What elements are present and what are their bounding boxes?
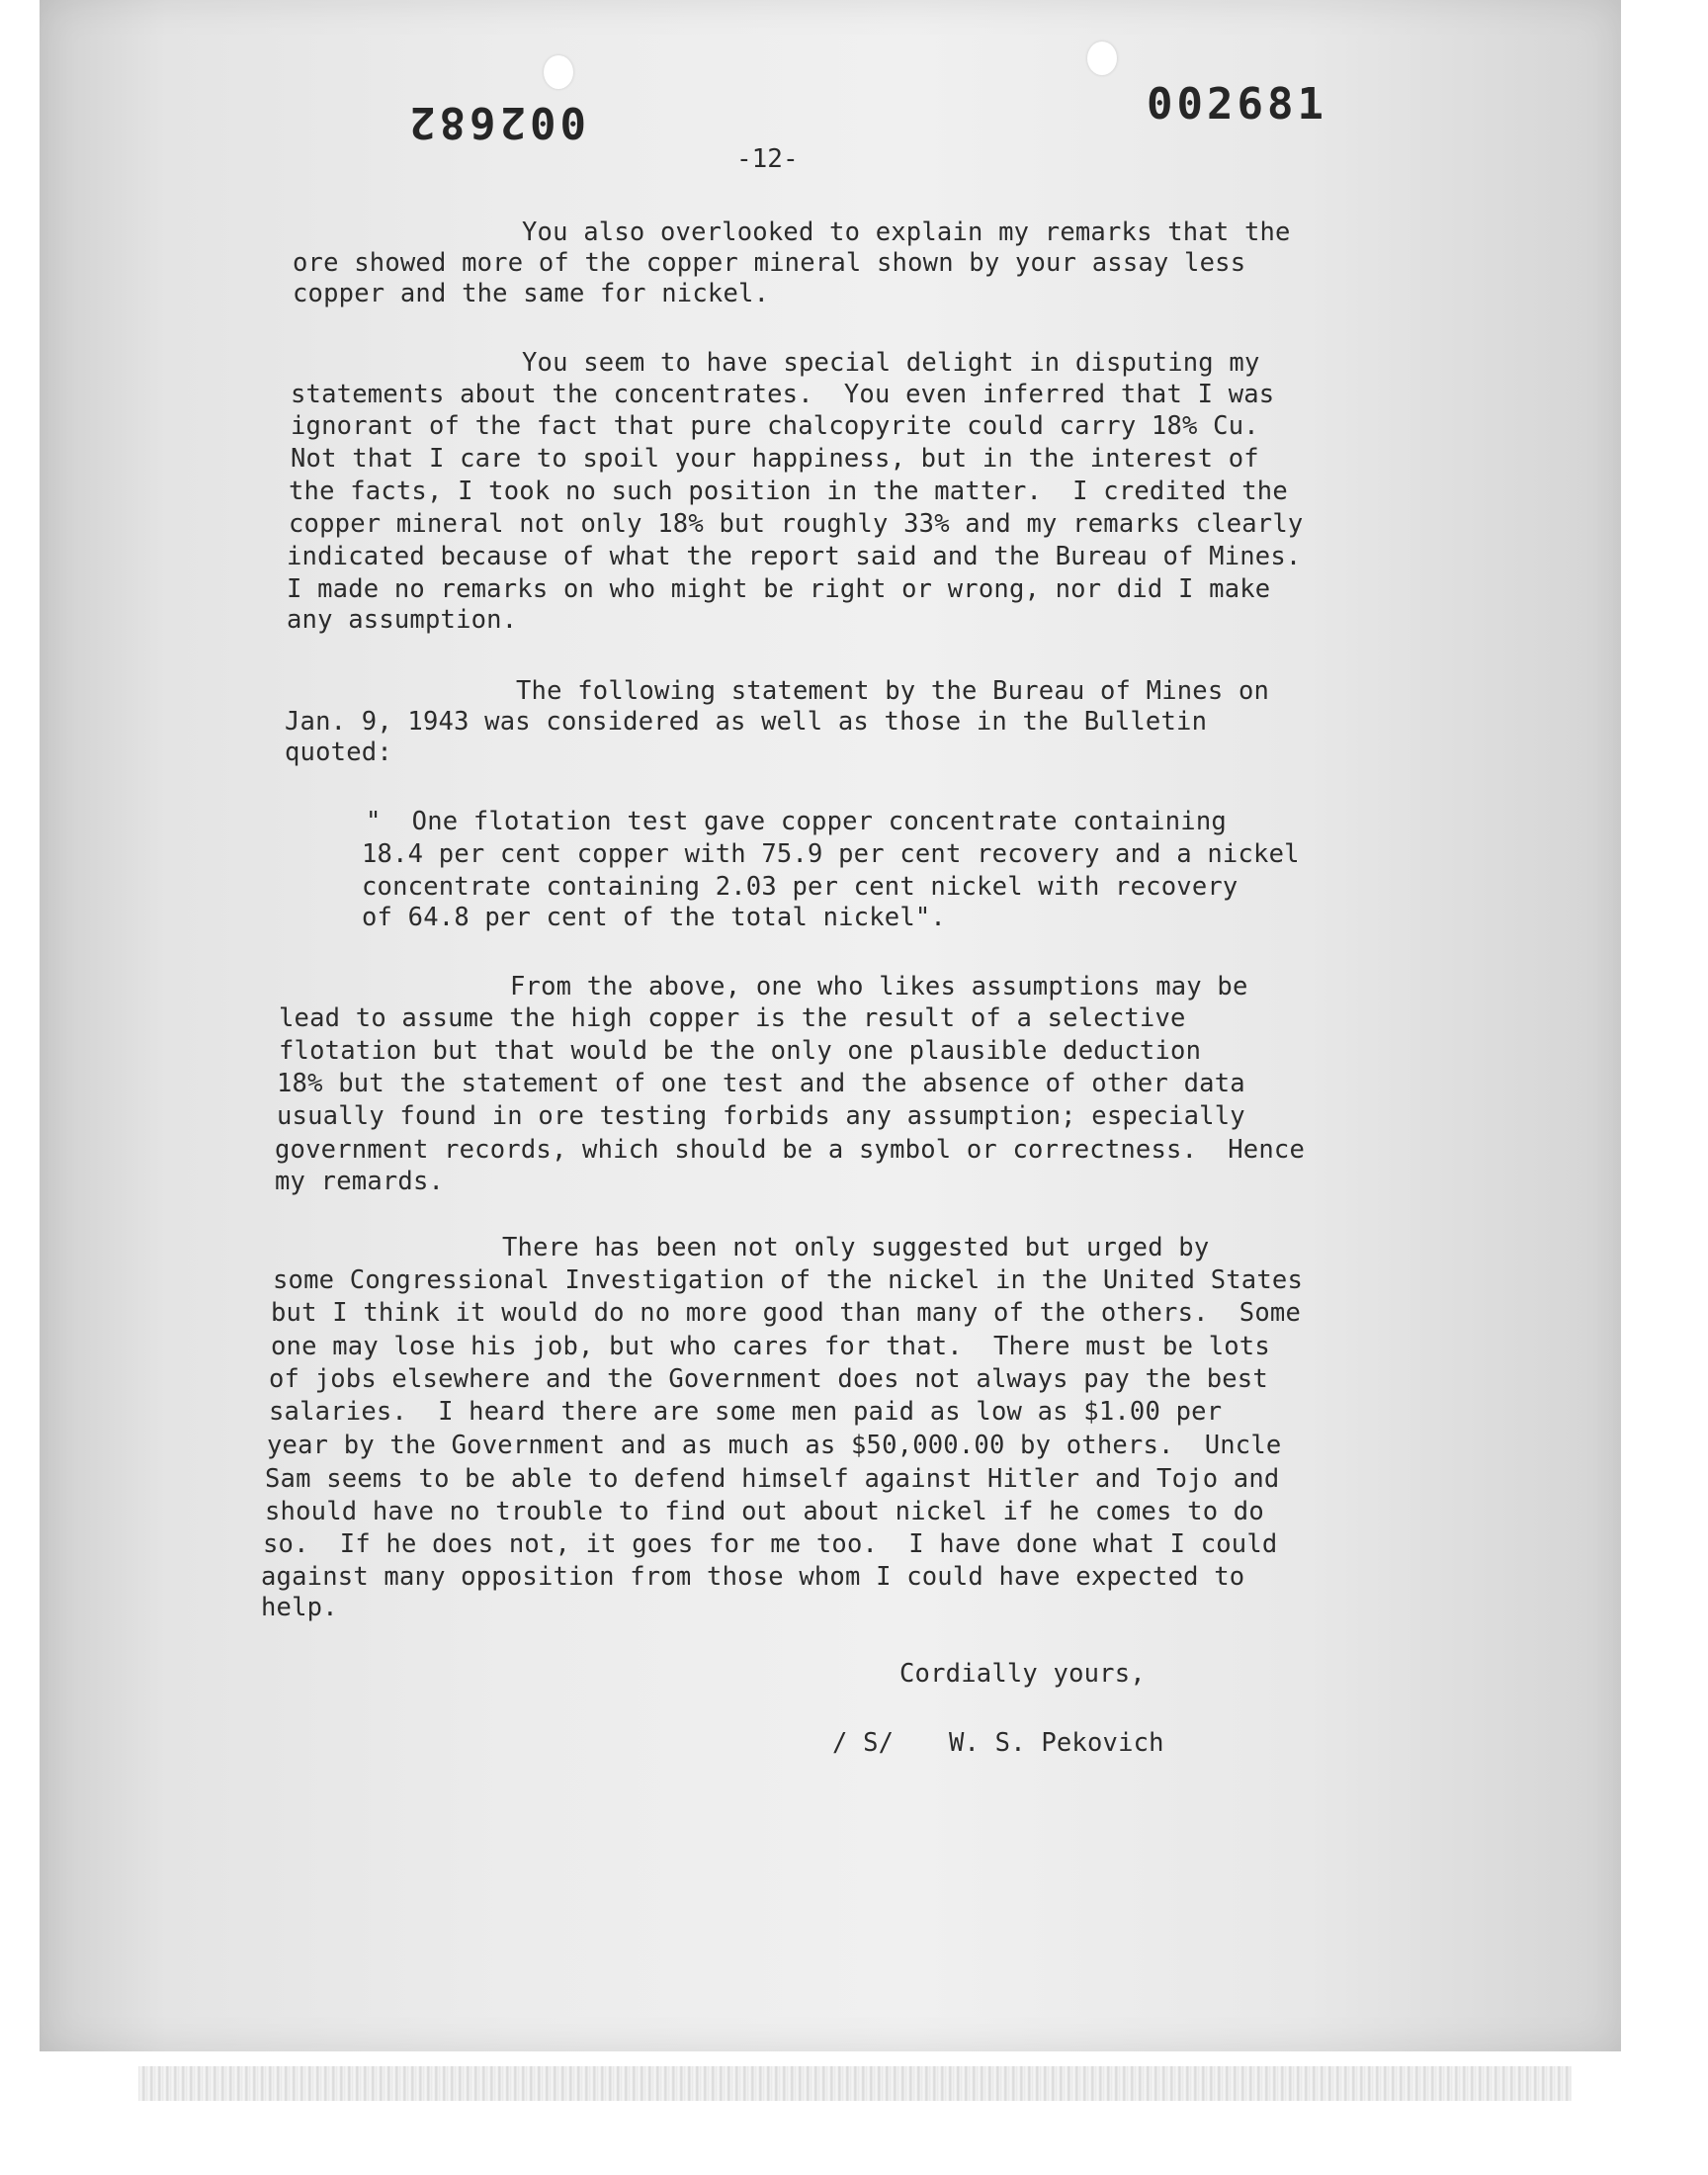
paragraph-5-line-1: From the above, one who likes assumptions may be [510, 972, 1248, 1001]
paragraph-6-line-8: Sam seems to be able to defend himself against Hitler and Tojo and [265, 1464, 1280, 1494]
signature-name: W. S. Pekovich [949, 1728, 1164, 1758]
bates-stamp-mirrored: 002682 [405, 97, 586, 147]
paragraph-2-line-7: indicated because of what the report said and the Bureau of Mines. [287, 542, 1302, 571]
paragraph-6-line-12: help. [261, 1593, 338, 1622]
paragraph-2-line-1: You seem to have special delight in disputing my [522, 348, 1260, 378]
paragraph-2-line-2: statements about the concentrates. You even inferred that I was [291, 380, 1275, 409]
paragraph-2-line-8: I made no remarks on who might be right or wrong, nor did I make [287, 574, 1271, 604]
paragraph-1-line-1: You also overlooked to explain my remarks that the [522, 218, 1291, 247]
paragraph-6-line-1: There has been not only suggested but urged by [502, 1233, 1210, 1262]
paragraph-1-line-2: ore showed more of the copper mineral shown by your assay less [293, 248, 1246, 278]
paragraph-6-line-10: so. If he does not, it goes for me too. I have done what I could [263, 1529, 1278, 1559]
paragraph-5-line-4: 18% but the statement of one test and the absence of other data [277, 1069, 1245, 1098]
paragraph-3-line-2: Jan. 9, 1943 was considered as well as those in the Bulletin [285, 707, 1208, 737]
paragraph-2-line-4: Not that I care to spoil your happiness, but in the interest of [291, 444, 1259, 474]
quote-line-4: of 64.8 per cent of the total nickel". [362, 903, 946, 932]
paragraph-6-line-5: of jobs elsewhere and the Government does not always pay the best [269, 1364, 1268, 1394]
paragraph-5-line-7: my remards. [275, 1167, 445, 1196]
paragraph-5-line-5: usually found in ore testing forbids any assumption; especially [277, 1101, 1245, 1131]
quote-line-2: 18.4 per cent copper with 75.9 per cent recovery and a nickel [362, 839, 1300, 869]
paragraph-6-line-9: should have no trouble to find out about nickel if he comes to do [265, 1497, 1264, 1526]
punch-hole-right [1087, 42, 1117, 75]
page-number: -12- [736, 144, 799, 174]
paragraph-6-line-4: one may lose his job, but who cares for that. There must be lots [271, 1332, 1270, 1361]
quote-line-3: concentrate containing 2.03 per cent nickel with recovery [362, 872, 1238, 902]
paragraph-2-line-5: the facts, I took no such position in the matter. I credited the [289, 477, 1288, 506]
closing-line: Cordially yours, [899, 1659, 1146, 1689]
paragraph-5-line-2: lead to assume the high copper is the result of a selective [279, 1003, 1186, 1033]
paragraph-3-line-3: quoted: [285, 738, 392, 767]
paragraph-2-line-6: copper mineral not only 18% but roughly 33% and my remarks clearly [289, 509, 1304, 539]
signature-mark: / S/ [832, 1728, 895, 1758]
paragraph-5-line-3: flotation but that would be the only one plausible deduction [279, 1036, 1202, 1066]
paragraph-3-line-1: The following statement by the Bureau of Mines on [516, 676, 1270, 706]
paragraph-6-line-3: but I think it would do no more good than many of the others. Some [271, 1298, 1302, 1328]
paragraph-5-line-6: government records, which should be a symbol or correctness. Hence [275, 1135, 1306, 1165]
paragraph-1-line-3: copper and the same for nickel. [293, 279, 770, 308]
paragraph-2-line-3: ignorant of the fact that pure chalcopyrite could carry 18% Cu. [291, 411, 1259, 441]
quote-line-1: " One flotation test gave copper concentrate containing [366, 807, 1227, 836]
scan-edge-artifact [138, 2066, 1572, 2101]
paragraph-2-line-9: any assumption. [287, 605, 518, 635]
punch-hole-left [544, 55, 573, 89]
paragraph-6-line-6: salaries. I heard there are some men paid as low as $1.00 per [269, 1397, 1223, 1427]
paragraph-6-line-11: against many opposition from those whom I could have expected to [261, 1562, 1245, 1592]
paragraph-6-line-7: year by the Government and as much as $50,000.00 by others. Uncle [267, 1431, 1282, 1460]
bates-stamp-number: 002681 [1147, 79, 1327, 130]
paragraph-6-line-2: some Congressional Investigation of the nickel in the United States [273, 1265, 1304, 1295]
